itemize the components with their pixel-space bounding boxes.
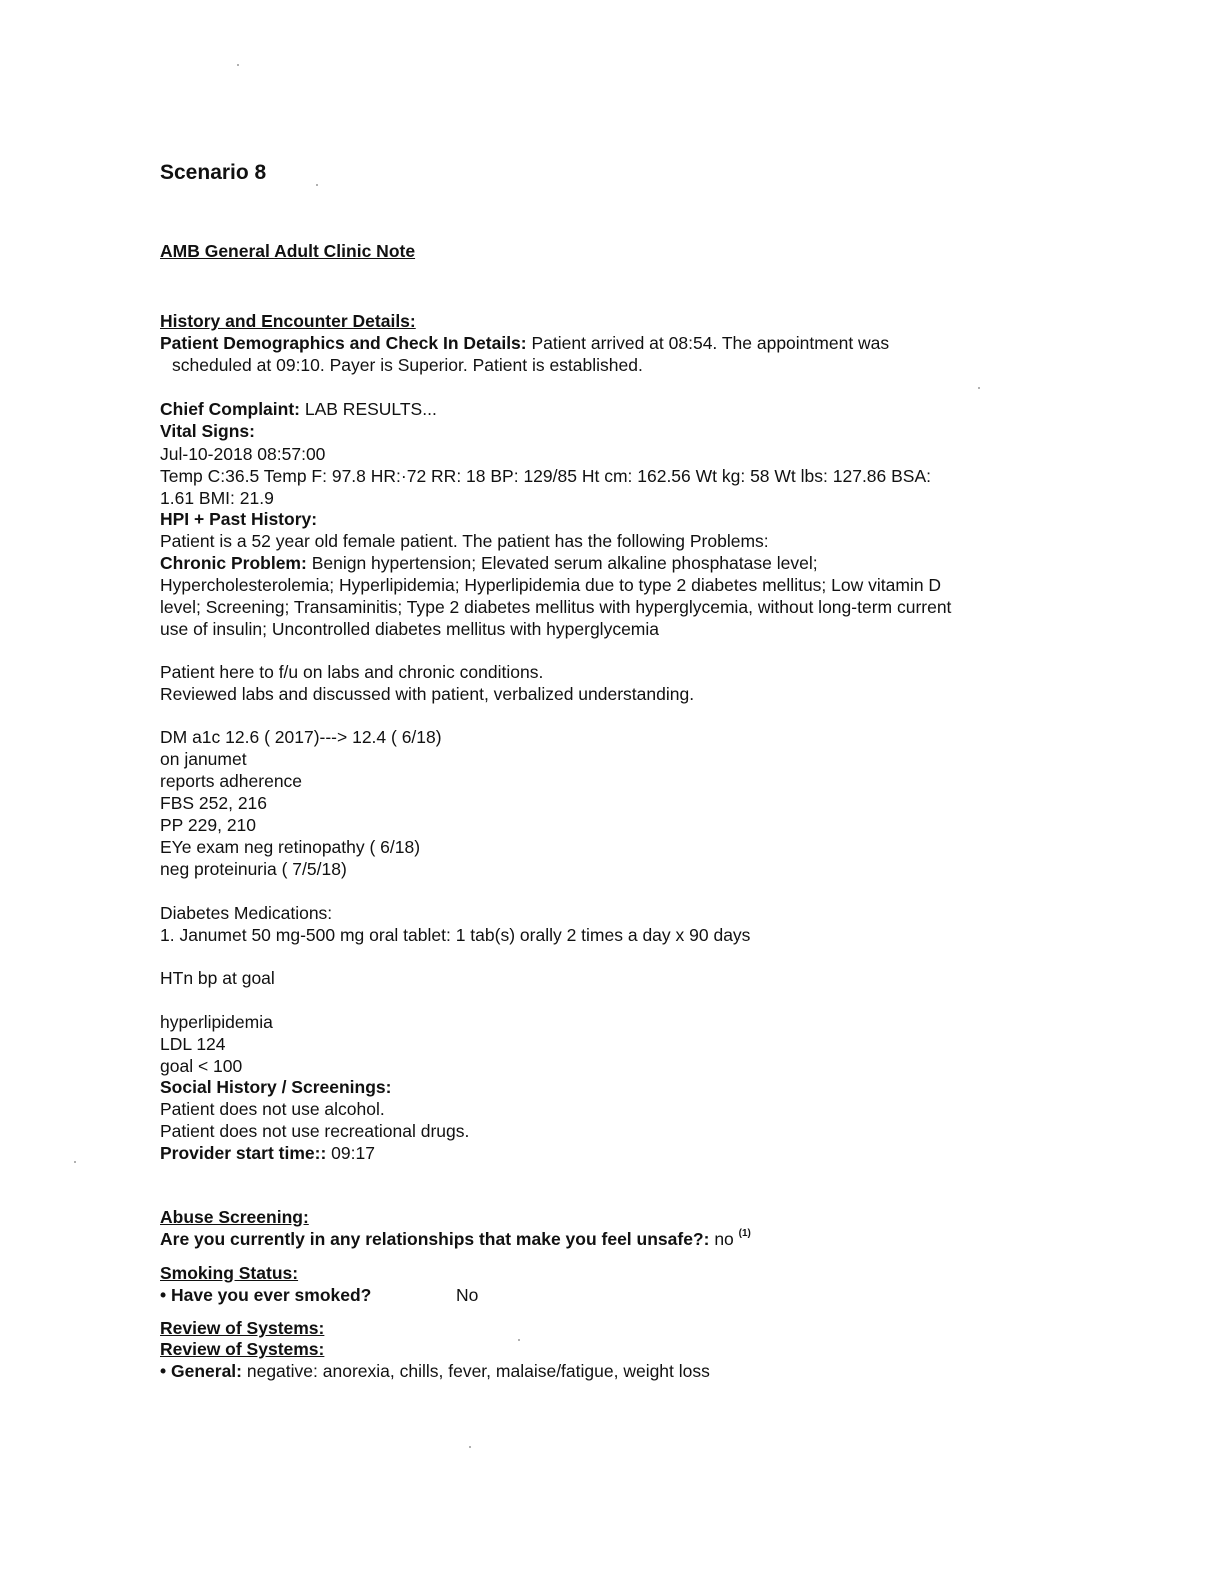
chronic-text-3: level; Screening; Transaminitis; Type 2 diabetes mellitus with hyperglycemia, without long-term current: [160, 597, 952, 617]
demographics-line: [160, 332, 889, 354]
demographics-label: Patient Demographics and Check In Details:: [160, 333, 527, 353]
dm-line: PP 229, 210: [160, 815, 257, 835]
demographics-text-1: Patient arrived at 08:54. The appointment was: [526, 333, 890, 353]
chief-complaint-value: LAB RESULTS...: [300, 399, 437, 419]
dm-line: on janumet: [160, 749, 247, 769]
abuse-question: Are you currently in any relationships that make you feel unsafe?:: [160, 1229, 710, 1249]
abuse-answer: no: [709, 1229, 739, 1249]
ros-heading-2: Review of Systems:: [160, 1339, 325, 1359]
chief-complaint: [160, 398, 437, 420]
social-line-1: Patient does not use alcohol.: [160, 1099, 385, 1119]
scenario-title: Scenario 8: [160, 161, 267, 184]
lipid-line: goal < 100: [160, 1056, 243, 1076]
dm-line: FBS 252, 216: [160, 793, 268, 813]
ros-general-label: • General:: [160, 1361, 242, 1381]
smoking-question: • Have you ever smoked?: [160, 1285, 372, 1305]
chronic-text-1: Benign hypertension; Elevated serum alkaline phosphatase level;: [306, 553, 818, 573]
chief-complaint-label: Chief Complaint:: [160, 399, 300, 419]
vitals-line-2: 1.61 BMI: 21.9: [160, 488, 274, 508]
abuse-heading: Abuse Screening:: [160, 1207, 309, 1227]
smoking-line: [160, 1284, 478, 1306]
followup-line-2: Reviewed labs and discussed with patient, verbalized understanding.: [160, 684, 695, 704]
abuse-question-line: [160, 1228, 751, 1250]
scan-speck: [469, 1446, 471, 1448]
history-heading: History and Encounter Details:: [160, 311, 416, 331]
htn-line: HTn bp at goal: [160, 968, 275, 988]
vital-signs-label: Vital Signs:: [160, 421, 255, 441]
hpi-label: HPI + Past History:: [160, 509, 318, 529]
scan-speck: [978, 387, 980, 389]
diabetes-meds-heading: Diabetes Medications:: [160, 903, 333, 923]
provider-label: Provider start time::: [160, 1143, 327, 1163]
dm-line: DM a1c 12.6 ( 2017)---> 12.4 ( 6/18): [160, 727, 442, 747]
scan-speck: [316, 184, 318, 186]
note-title: AMB General Adult Clinic Note: [160, 241, 416, 261]
followup-line-1: Patient here to f/u on labs and chronic conditions.: [160, 662, 544, 682]
dm-line: reports adherence: [160, 771, 303, 791]
smoking-answer: No: [456, 1285, 479, 1305]
lipid-line: LDL 124: [160, 1034, 226, 1054]
abuse-footnote: (1): [738, 1228, 751, 1239]
chronic-problem: [160, 552, 818, 574]
provider-value: 09:17: [326, 1143, 375, 1163]
hpi-intro: Patient is a 52 year old female patient. The patient has the following Problems:: [160, 531, 769, 551]
ros-heading-1: Review of Systems:: [160, 1318, 325, 1338]
social-line-2: Patient does not use recreational drugs.: [160, 1121, 470, 1141]
chronic-text-2: Hypercholesterolemia; Hyperlipidemia; Hyperlipidemia due to type 2 diabetes mellitus; Low vitamin D: [160, 575, 942, 595]
ros-general: [160, 1360, 710, 1382]
social-history-label: Social History / Screenings:: [160, 1077, 392, 1097]
ros-general-value: negative: anorexia, chills, fever, malaise/fatigue, weight loss: [242, 1361, 710, 1381]
demographics-text-2: scheduled at 09:10. Payer is Superior. Patient is established.: [172, 355, 643, 375]
scan-speck: [237, 64, 239, 66]
chronic-label: Chronic Problem:: [160, 553, 307, 573]
lipid-line: hyperlipidemia: [160, 1012, 273, 1032]
scan-speck: [518, 1339, 520, 1341]
diabetes-med-1: 1. Janumet 50 mg-500 mg oral tablet: 1 tab(s) orally 2 times a day x 90 days: [160, 925, 751, 945]
provider-start-time: [160, 1142, 375, 1164]
dm-line: EYe exam neg retinopathy ( 6/18): [160, 837, 421, 857]
vitals-datetime: Jul-10-2018 08:57:00: [160, 444, 326, 464]
dm-line: neg proteinuria ( 7/5/18): [160, 859, 347, 879]
scan-speck: [74, 1161, 76, 1163]
chronic-text-4: use of insulin; Uncontrolled diabetes mellitus with hyperglycemia: [160, 619, 659, 639]
vitals-line-1: Temp C:36.5 Temp F: 97.8 HR:·72 RR: 18 BP: 129/85 Ht cm: 162.56 Wt kg: 58 Wt lbs: 127.86 BSA:: [160, 466, 932, 486]
smoking-heading: Smoking Status:: [160, 1263, 299, 1283]
